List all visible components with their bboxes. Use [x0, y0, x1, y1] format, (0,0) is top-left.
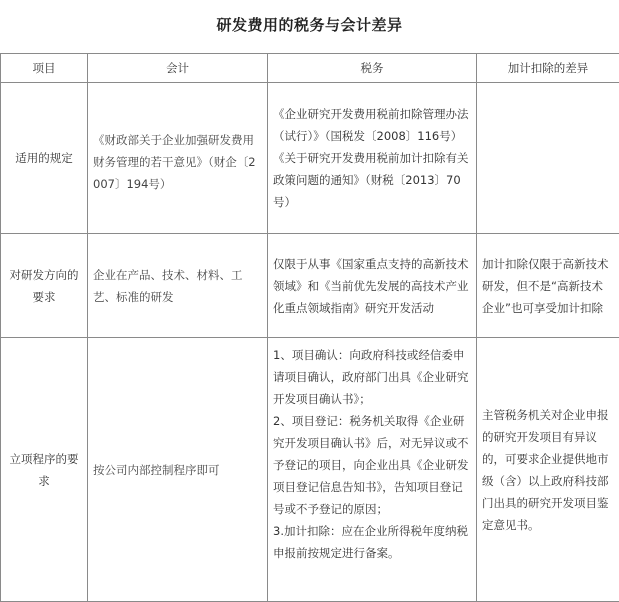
accounting-cell [88, 338, 268, 602]
accounting-cell [88, 83, 268, 234]
row-label: 对研发方向的要求 [1, 234, 88, 338]
table-header-row [1, 54, 619, 83]
tax-text: 3.加计扣除：应在企业所得税年度纳税申报前按规定进行备案。 [273, 520, 471, 564]
accounting-text: 按公司内部控制程序即可 [93, 459, 262, 481]
table-row [1, 338, 619, 602]
comparison-table [0, 53, 619, 602]
tax-cell [268, 234, 477, 338]
header-tax: 税务 [268, 54, 477, 83]
header-item: 项目 [1, 54, 88, 83]
tax-text: 2、项目登记：税务机关取得《企业研究开发项目确认书》后，对无异议或不予登记的项目，向企业出具《企业研发项目登记信息告知书》，告知项目登记号或不予登记的原因； [273, 410, 471, 520]
tax-cell [268, 338, 477, 602]
tax-cell [268, 83, 477, 234]
difference-text: 主管税务机关对企业申报的研究开发项目有异议的，可要求企业提供地市级（含）以上政府科技部门出具的研究开发项目鉴定意见书。 [482, 404, 614, 536]
tax-text: 《关于研究开发费用税前加计扣除有关政策问题的通知》（财税〔2013〕70号） [273, 147, 471, 213]
difference-cell [477, 83, 619, 234]
tax-text: 仅限于从事《国家重点支持的高新技术领域》和《当前优先发展的高技术产业化重点领域指南》研究开发活动 [273, 253, 471, 319]
accounting-cell [88, 234, 268, 338]
difference-cell [477, 338, 619, 602]
tax-text: 1、项目确认：向政府科技或经信委申请项目确认，政府部门出具《企业研究开发项目确认书》； [273, 344, 471, 410]
accounting-text: 企业在产品、技术、材料、工艺、标准的研发 [93, 264, 262, 308]
table-row [1, 83, 619, 234]
row-label: 立项程序的要求 [1, 338, 88, 602]
table-row [1, 234, 619, 338]
row-label: 适用的规定 [1, 83, 88, 234]
tax-text: 《企业研究开发费用税前扣除管理办法（试行）》（国税发〔2008〕116号） [273, 103, 471, 147]
page-title: 研发费用的税务与会计差异 [0, 14, 619, 35]
accounting-text: 《财政部关于企业加强研发费用财务管理的若干意见》（财企〔2007〕194号） [93, 129, 262, 195]
difference-cell [477, 234, 619, 338]
header-accounting: 会计 [88, 54, 268, 83]
header-difference: 加计扣除的差异 [477, 54, 619, 83]
difference-text: 加计扣除仅限于高新技术研发，但不是“高新技术企业”也可享受加计扣除 [482, 253, 614, 319]
